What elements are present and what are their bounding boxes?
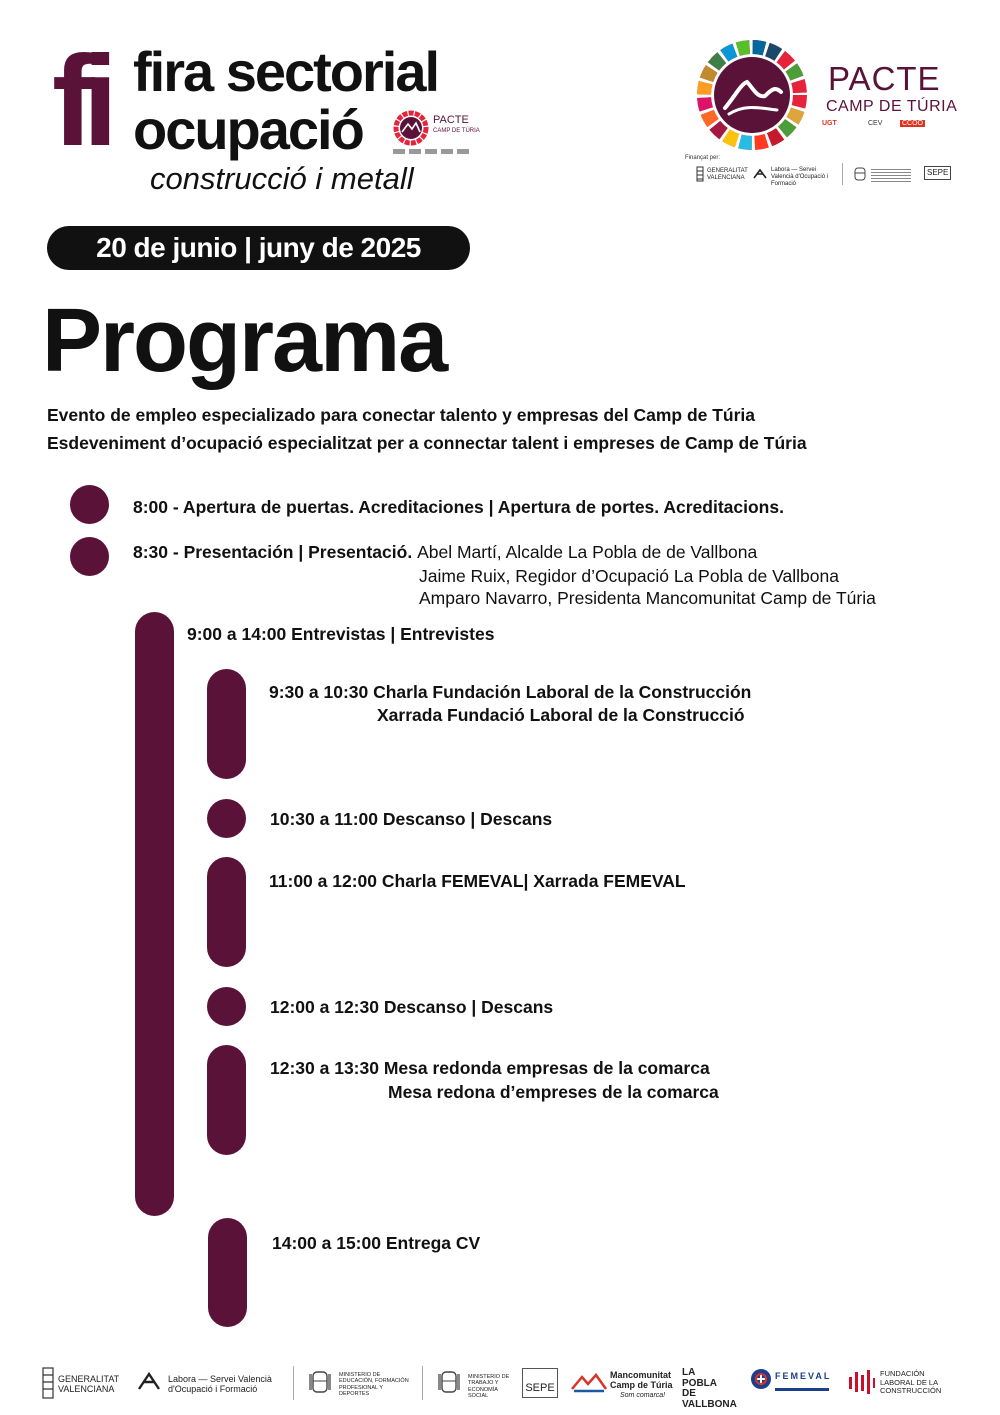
timeline-bar <box>207 1045 246 1155</box>
footer-la-pobla: LA POBLA DE VALLBONA <box>682 1367 737 1410</box>
funder-generalitat: GENERALITAT VALENCIANA <box>707 168 748 182</box>
ccoo-logo: CCOO <box>902 120 923 127</box>
schedule-item-break-1: 10:30 a 11:00 Descanso | Descans <box>270 809 553 829</box>
schedule-item-talk-flc: 9:30 a 10:30 Charla Fundación Laboral de la Construcción <box>269 682 752 702</box>
generalitat-shield-icon <box>696 166 704 182</box>
timeline-dot <box>207 987 246 1026</box>
schedule-item-presentation <box>133 540 757 565</box>
ugt-logo: UGT <box>822 120 837 127</box>
timeline-bar <box>208 1218 247 1327</box>
intro-valencian: Esdeveniment d’ocupació especialitzat per a connectar talent i empreses de Camp de Túria <box>47 433 807 453</box>
logo-line-ocupacio: ocupació <box>133 98 363 161</box>
ministry-label <box>871 168 911 182</box>
schedule-item-round-table: 12:30 a 13:30 Mesa redonda empresas de la comarca <box>270 1058 710 1078</box>
timeline-dot <box>207 799 246 838</box>
footer-generalitat: GENERALITAT VALENCIANA <box>58 1374 120 1395</box>
page-title: Programa <box>42 291 447 391</box>
fi-logo-mark: fi <box>52 30 107 173</box>
spain-coat-of-arms-icon <box>307 1369 333 1395</box>
mini-pacte-subtitle: CAMP DE TÚRIA <box>433 128 480 134</box>
footer-mancomunitat: Mancomunitat Camp de Túria <box>610 1370 673 1391</box>
labora-mark-icon <box>136 1369 162 1395</box>
footer-fundacion-laboral: FUNDACIÓN LABORAL DE LA CONSTRUCCIÓN <box>880 1369 942 1396</box>
funder-labora: Labora — Servei Valencià d'Ocupació i Formació <box>771 167 829 188</box>
spain-coat-of-arms-icon <box>436 1369 462 1395</box>
mini-funders-strip <box>393 149 473 154</box>
cev-logo: CEV <box>868 120 883 127</box>
schedule-item-break-2: 12:00 a 12:30 Descanso | Descans <box>270 997 554 1017</box>
funder-sepe: SEPE <box>924 166 951 180</box>
mancomunitat-mountains-icon <box>570 1371 608 1393</box>
mini-pacte-ring-icon <box>393 110 429 146</box>
schedule-item-cv-delivery: 14:00 a 15:00 Entrega CV <box>272 1233 481 1253</box>
femeval-emblem-icon <box>750 1368 772 1390</box>
schedule-item-talk-flc-va: Xarrada Fundació Laboral de la Construcció <box>377 705 745 725</box>
fundacion-laboral-bars-icon <box>848 1369 876 1395</box>
footer-labora: Labora — Servei Valencià d'Ocupació i Formació <box>168 1374 272 1395</box>
footer-sepe: SEPE <box>522 1368 558 1398</box>
footer-femeval: FEMEVAL <box>775 1371 832 1381</box>
footer-divider <box>293 1366 294 1400</box>
intro-spanish: Evento de empleo especializado para conectar talento y empresas del Camp de Túria <box>47 405 756 425</box>
schedule-item-interviews: 9:00 a 14:00 Entrevistas | Entrevistes <box>187 624 495 644</box>
spain-coat-of-arms-icon <box>852 166 868 182</box>
divider <box>842 163 843 185</box>
schedule-item-round-table-va: Mesa redona d’empreses de la comarca <box>388 1082 719 1102</box>
pacte-name: PACTE <box>828 60 941 97</box>
timeline-dot <box>70 537 109 576</box>
speaker-3: Amparo Navarro, Presidenta Mancomunitat Camp de Túria <box>419 588 876 608</box>
event-date-pill: 20 de junio | juny de 2025 <box>47 226 470 270</box>
mini-pacte-name: PACTE <box>433 114 469 126</box>
pacte-subtitle: CAMP DE TÚRIA <box>826 98 958 115</box>
pacte-logo-icon <box>695 38 809 152</box>
timeline-bar <box>207 669 246 779</box>
speaker-1: Abel Martí, Alcalde La Pobla de de Vallbona <box>417 542 758 562</box>
footer-mancomunitat-slogan: Som comarca! <box>620 1392 666 1399</box>
timeline-bar-interviews <box>135 612 174 1216</box>
funded-by-label: Finançat per: <box>685 155 721 161</box>
logo-subtitle: construcció i metall <box>150 161 414 196</box>
presentation-title: 8:30 - Presentación | Presentació. <box>133 542 413 562</box>
generalitat-shield-icon <box>42 1367 54 1399</box>
footer-ministry-labour: MINISTERIO DE TRABAJO Y ECONOMÍA SOCIAL <box>468 1374 510 1399</box>
timeline-bar <box>207 857 246 967</box>
timeline-dot <box>70 485 109 524</box>
logo-line-fira-sectorial: fira sectorial <box>133 40 439 103</box>
footer-ministry-education: MINISTERIO DE EDUCACIÓN, FORMACIÓN PROFESIONAL Y DEPORTES <box>339 1372 409 1397</box>
schedule-item-opening: 8:00 - Apertura de puertas. Acreditaciones | Apertura de portes. Acreditacions. <box>133 497 784 517</box>
femeval-underline <box>775 1388 829 1391</box>
footer-divider <box>422 1366 423 1400</box>
speaker-2: Jaime Ruix, Regidor d’Ocupació La Pobla de Vallbona <box>419 566 839 586</box>
schedule-item-talk-femeval: 11:00 a 12:00 Charla FEMEVAL| Xarrada FEMEVAL <box>269 871 686 891</box>
labora-mark-icon <box>752 166 768 182</box>
